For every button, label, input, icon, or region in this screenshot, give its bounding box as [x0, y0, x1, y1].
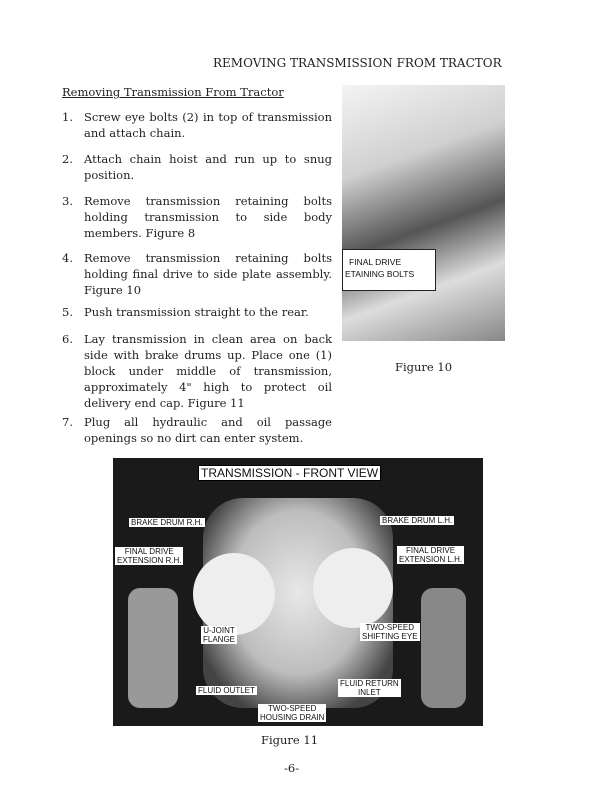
label-fluid-outlet: FLUID OUTLET — [198, 686, 255, 695]
figure-10-photo — [342, 85, 505, 341]
label-final-drive-lh: FINAL DRIVE EXTENSION L.H. — [399, 546, 463, 564]
step-number: 2. — [62, 152, 73, 166]
step-text: Lay transmission in clean area on back side with brake drums up. Place one (1) block under middle of transmission, approximately 4" high to protect oil delivery end cap. Figure 11 — [84, 332, 332, 410]
step-text: Remove transmission retaining bolts holding transmission to side body members. Figure 8 — [84, 194, 332, 240]
step-number: 7. — [62, 415, 73, 429]
step-number: 4. — [62, 251, 73, 265]
step-5 — [62, 304, 332, 320]
brake-drum-rh — [193, 553, 275, 635]
brake-drum-lh — [313, 548, 393, 628]
step-text: Screw eye bolts (2) in top of transmission and attach chain. — [84, 110, 332, 140]
label-brake-drum-lh: BRAKE DRUM L.H. — [382, 516, 453, 525]
label-housing-drain: TWO-SPEED HOUSING DRAIN — [260, 704, 325, 722]
figure-10-callout — [342, 249, 436, 291]
page-header: REMOVING TRANSMISSION FROM TRACTOR — [213, 56, 502, 70]
figure-11-caption: Figure 11 — [261, 733, 319, 747]
callout-label: FINAL DRIVE — [349, 257, 402, 267]
step-4 — [62, 250, 332, 298]
step-number: 3. — [62, 194, 73, 208]
label-shifting-eye: TWO-SPEED SHIFTING EYE — [362, 623, 418, 641]
label-fluid-return: FLUID RETURN INLET — [340, 679, 399, 697]
page-number: -6- — [284, 761, 300, 775]
step-1 — [62, 109, 332, 141]
step-number: 6. — [62, 332, 73, 346]
label-final-drive-rh: FINAL DRIVE EXTENSION R.H. — [117, 547, 182, 565]
figure-10-caption: Figure 10 — [395, 360, 453, 374]
step-text: Push transmission straight to the rear. — [84, 305, 309, 319]
callout-label: ETAINING BOLTS — [345, 269, 415, 279]
step-number: 1. — [62, 110, 73, 124]
step-text: Remove transmission retaining bolts holding final drive to side plate assembly. Figure 10 — [84, 251, 332, 297]
step-3 — [62, 193, 332, 241]
final-drive-lh — [421, 588, 466, 708]
section-title: Removing Transmission From Tractor — [62, 85, 284, 99]
figure-11-title: TRANSMISSION - FRONT VIEW — [198, 465, 381, 481]
step-2 — [62, 151, 332, 183]
label-brake-drum-rh: BRAKE DRUM R.H. — [131, 518, 203, 527]
step-text: Attach chain hoist and run up to snug position. — [84, 152, 332, 182]
step-text: Plug all hydraulic and oil passage openings so no dirt can enter system. — [84, 415, 332, 445]
step-6 — [62, 331, 332, 411]
label-u-joint-flange: U-JOINT FLANGE — [203, 626, 236, 644]
final-drive-rh — [128, 588, 178, 708]
step-number: 5. — [62, 305, 73, 319]
figure-11-photo — [113, 458, 483, 726]
step-7 — [62, 414, 332, 446]
